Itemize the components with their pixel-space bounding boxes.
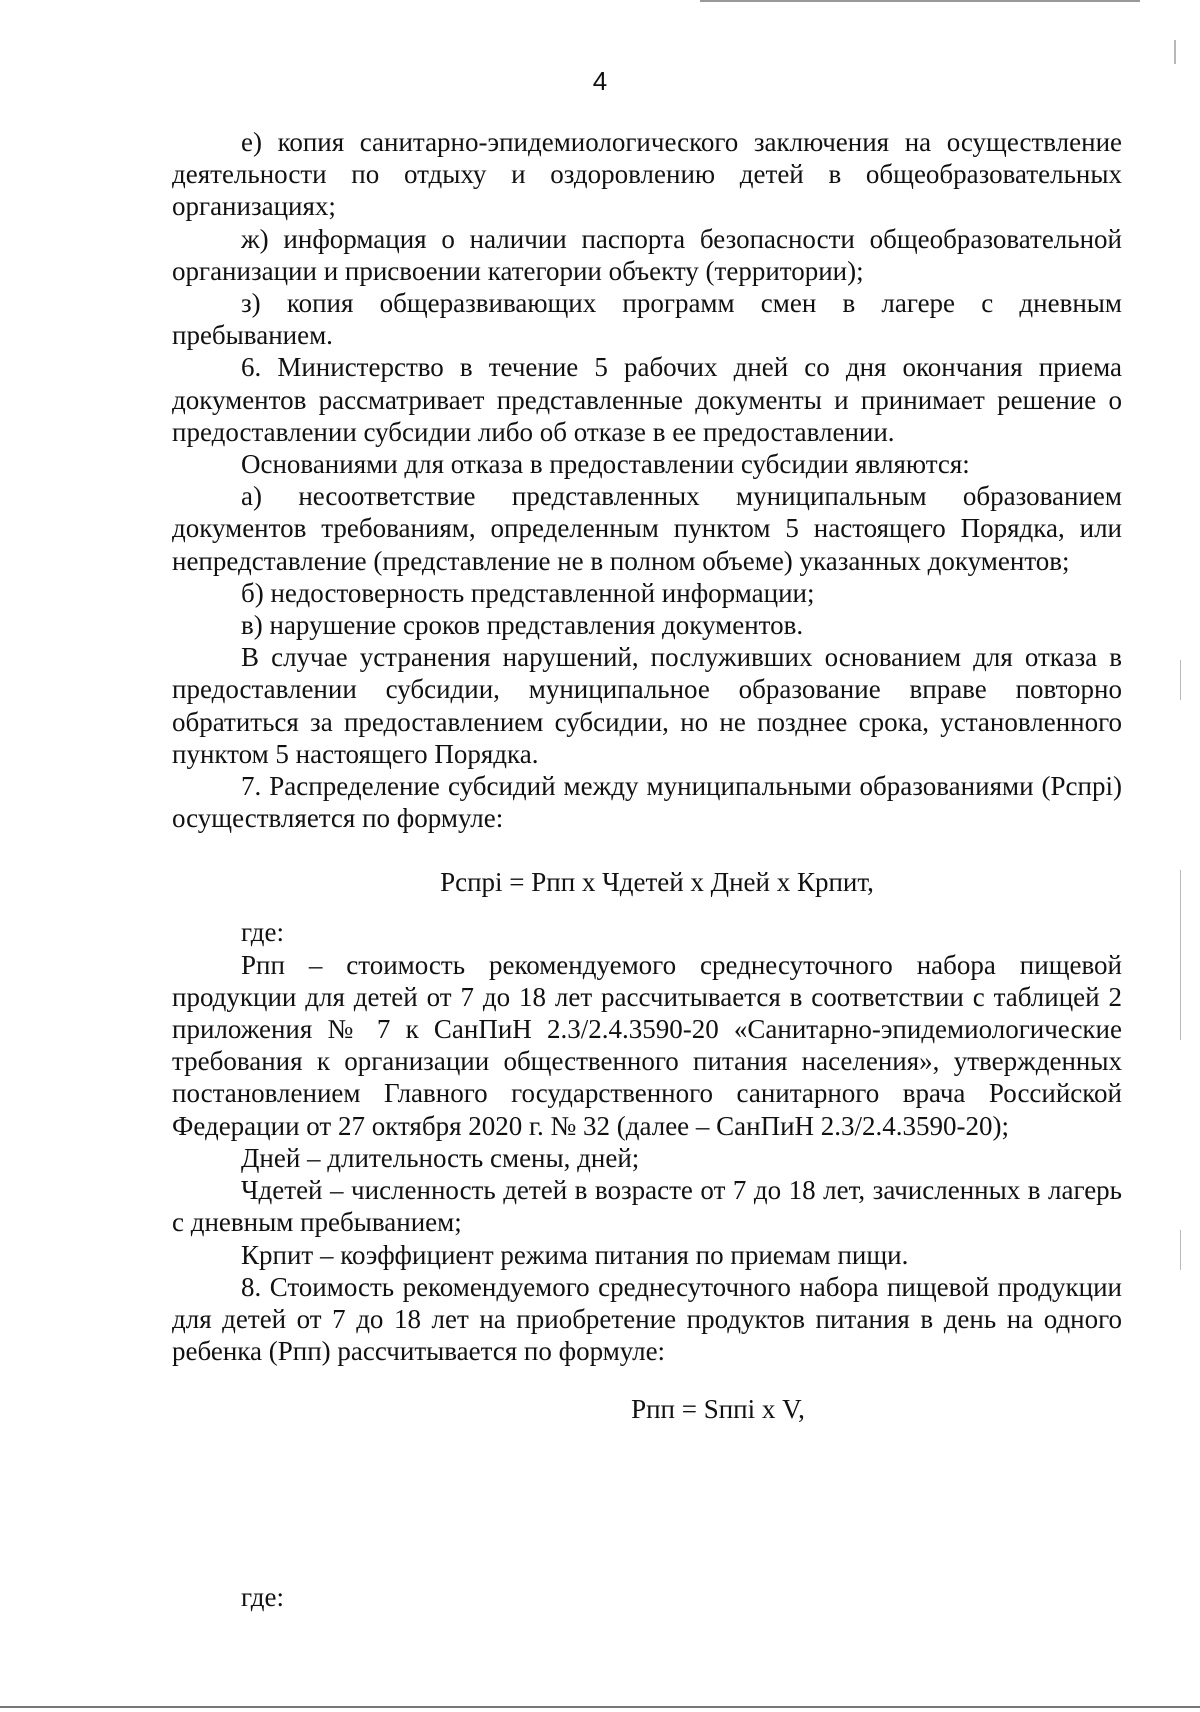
scan-top-edge bbox=[700, 0, 1140, 2]
scan-mark bbox=[1180, 1230, 1181, 1270]
paragraph-clause-7: 7. Распределение субсидий между муниципальными образованиями (Рспрi) осуществляется по формуле: bbox=[172, 771, 1122, 834]
definition-coefficient: Крпит – коэффициент режима питания по приемам пищи. bbox=[241, 1239, 909, 1270]
paragraph-refusal-grounds: Основаниями для отказа в предоставлении субсидии являются: bbox=[241, 449, 970, 480]
paragraph-item-b: б) недостоверность представленной информации; bbox=[241, 577, 815, 608]
paragraph-clause-8: 8. Стоимость рекомендуемого среднесуточного набора пищевой продукции для детей от 7 до 18 лет на приобретение продуктов питания в день на одного ребенка (Рпп) рассчитывается по формуле: bbox=[172, 1271, 1122, 1367]
definition-rpp: Рпп – стоимость рекомендуемого среднесуточного набора пищевой продукции для детей от 7 до 18 лет рассчитывается в соответствии с таблицей 2 приложения № 7 к СанПиН 2.3/2.4.3590-20 «Санитарно-эпидемиологические требования к организации общественного питания населения», утвержденных постановлением Главного государственного санитарного врача Российской Федерации от 27 октября 2020 г. № 32 (далее – СанПиН 2.3/2.4.3590-20); bbox=[172, 949, 1122, 1141]
where-label: где: bbox=[241, 917, 284, 948]
document-body bbox=[172, 126, 1122, 1425]
formula-distribution: Рспрi = Рпп х Чдетей х Дней х Крпит, bbox=[440, 867, 874, 898]
formula-cost: Рпп = Sппi х V, bbox=[631, 1394, 805, 1425]
paragraph-item-e: е) копия санитарно-эпидемиологического заключения на осуществление деятельности по отдыху и оздоровлению детей в общеобразовательных организациях; bbox=[172, 127, 1122, 222]
scan-mark bbox=[1174, 40, 1176, 64]
definition-children: Чдетей – численность детей в возрасте от 7 до 18 лет, зачисленных в лагерь с дневным пребыванием; bbox=[172, 1175, 1122, 1238]
paragraph-item-v: в) нарушение сроков представления документов. bbox=[241, 610, 804, 641]
scan-mark bbox=[1180, 870, 1181, 1040]
scan-mark bbox=[1180, 660, 1181, 700]
where-label-2: где: bbox=[241, 1582, 284, 1612]
definition-days: Дней – длительность смены, дней; bbox=[241, 1142, 640, 1173]
page-number: 4 bbox=[592, 66, 608, 96]
paragraph-clause-6: 6. Министерство в течение 5 рабочих дней со дня окончания приема документов рассматривает представленные документы и принимает решение о предоставлении субсидии либо об отказе в ее предоставлении. bbox=[172, 352, 1122, 447]
paragraph-item-z: з) копия общеразвивающих программ смен в лагере с дневным пребыванием. bbox=[172, 288, 1122, 351]
scan-bottom-edge bbox=[0, 1706, 1200, 1708]
paragraph-item-zh: ж) информация о наличии паспорта безопасности общеобразовательной организации и присвоении категории объекту (территории); bbox=[172, 223, 1122, 286]
paragraph-item-a: а) несоответствие представленных муниципальным образованием документов требованиям, определенным пунктом 5 настоящего Порядка, или непредставление (представление не в полном объеме) указанных документов; bbox=[172, 481, 1122, 576]
paragraph-remedy: В случае устранения нарушений, послуживших основанием для отказа в предоставлении субсидии, муниципальное образование вправе повторно обратиться за предоставлением субсидии, но не позднее срока, установленного пунктом 5 настоящего Порядка. bbox=[172, 642, 1122, 769]
